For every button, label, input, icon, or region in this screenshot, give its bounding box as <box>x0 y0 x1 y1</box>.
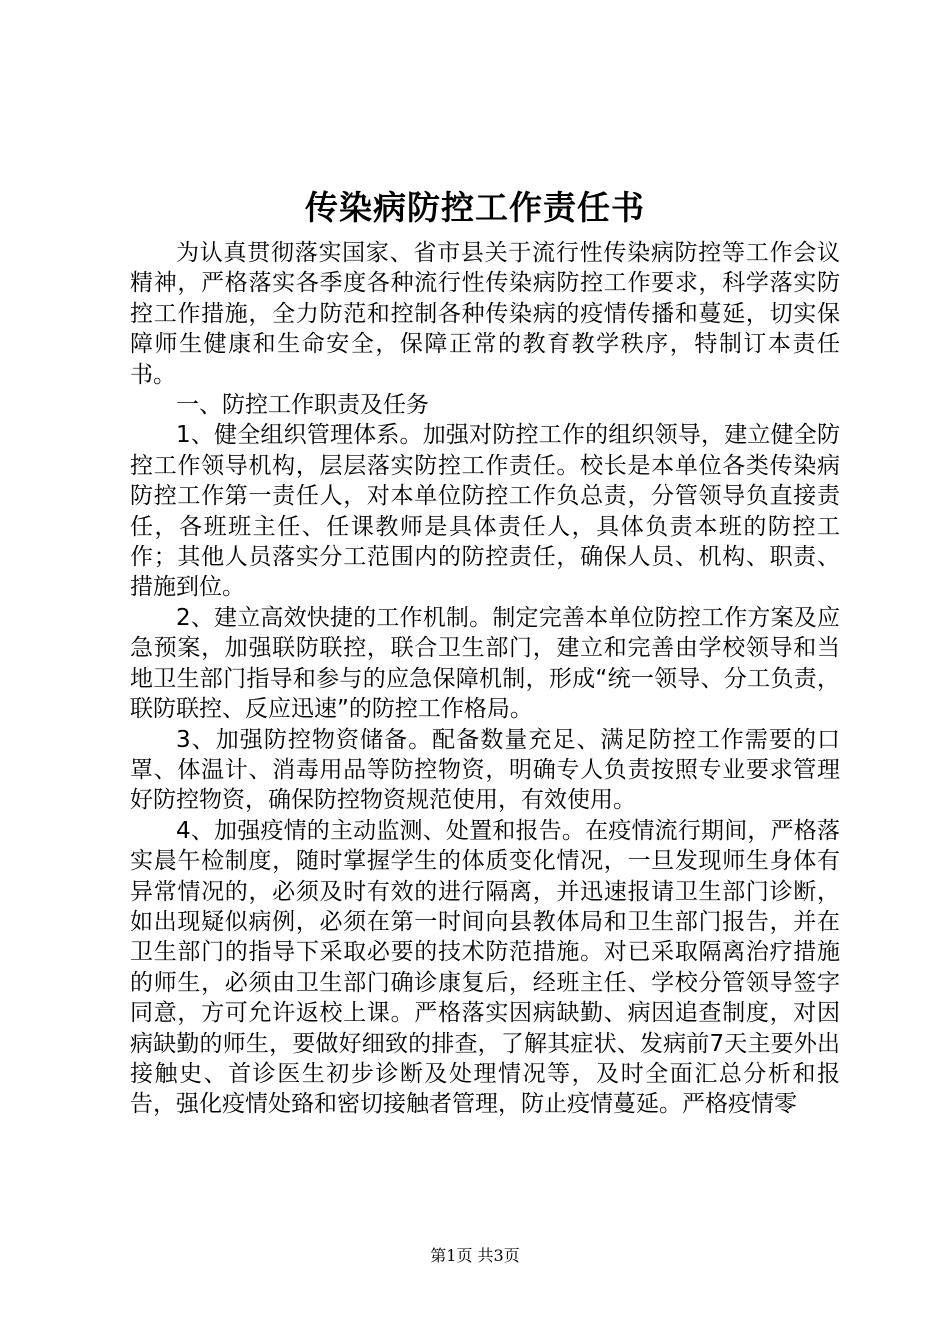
page-footer: 第1页 共3页 <box>430 1246 520 1265</box>
paragraph-item-2: 2、建立高效快捷的工作机制。制定完善本单位防控工作方案及应急预案，加强联防联控，联合卫生部门，建立和完善由学校领导和当地卫生部门指导和参与的应急保障机制，形成“统一领导、分工负责，联防联控、反应迅速”的防控工作格局。 <box>130 604 840 723</box>
paragraph-intro: 为认真贯彻落实国家、省市县关于流行性传染病防控等工作会议精神，严格落实各季度各种流行性传染病防控工作要求，科学落实防控工作措施，全力防范和控制各种传染病的疫情传播和蔓延，切实保障师生健康和生命安全，保障正常的教育教学秩序，特制订本责任书。 <box>130 240 840 388</box>
document-title: 传染病防控工作责任书 <box>305 188 645 227</box>
paragraph-item-1: 1、健全组织管理体系。加强对防控工作的组织领导，建立健全防控工作领导机构，层层落实防控工作责任。校长是本单位各类传染病防控工作第一责任人，对本单位防控工作负总责，分管领导负直接责任，各班班主任、任课教师是具体责任人，具体负责本班的防控工作；其他人员落实分工范围内的防控责任，确保人员、机构、职责、措施到位。 <box>130 422 840 601</box>
paragraph-item-4: 4、加强疫情的主动监测、处置和报告。在疫情流行期间，严格落实晨午检制度，随时掌握学生的体质变化情况，一旦发现师生身体有异常情况的，必须及时有效的进行隔离，并迅速报请卫生部门诊断，如出现疑似病例，必须在第一时间向县教体局和卫生部门报告，并在卫生部门的指导下采取必要的技术防范措施。对已采取隔离治疗措施的师生，必须由卫生部门确诊康复后，经班主任、学校分管领导签字同意，方可允许返校上课。严格落实因病缺勤、病因追查制度，对因病缺勤的师生，要做好细致的排查，了解其症状、发病前7天主要外出接触史、首诊医生初步诊断及处理情况等，及时全面汇总分析和报告，强化疫情处臵和密切接触者管理，防止疫情蔓延。严格疫情零 <box>130 817 840 1118</box>
document-body <box>130 238 840 1120</box>
paragraph-item-3: 3、加强防控物资储备。配备数量充足、满足防控工作需要的口罩、体温计、消毒用品等防控物资，明确专人负责按照专业要求管理好防控物资，确保防控物资规范使用，有效使用。 <box>130 726 840 814</box>
section-heading-1: 一、防控工作职责及任务 <box>176 392 429 419</box>
